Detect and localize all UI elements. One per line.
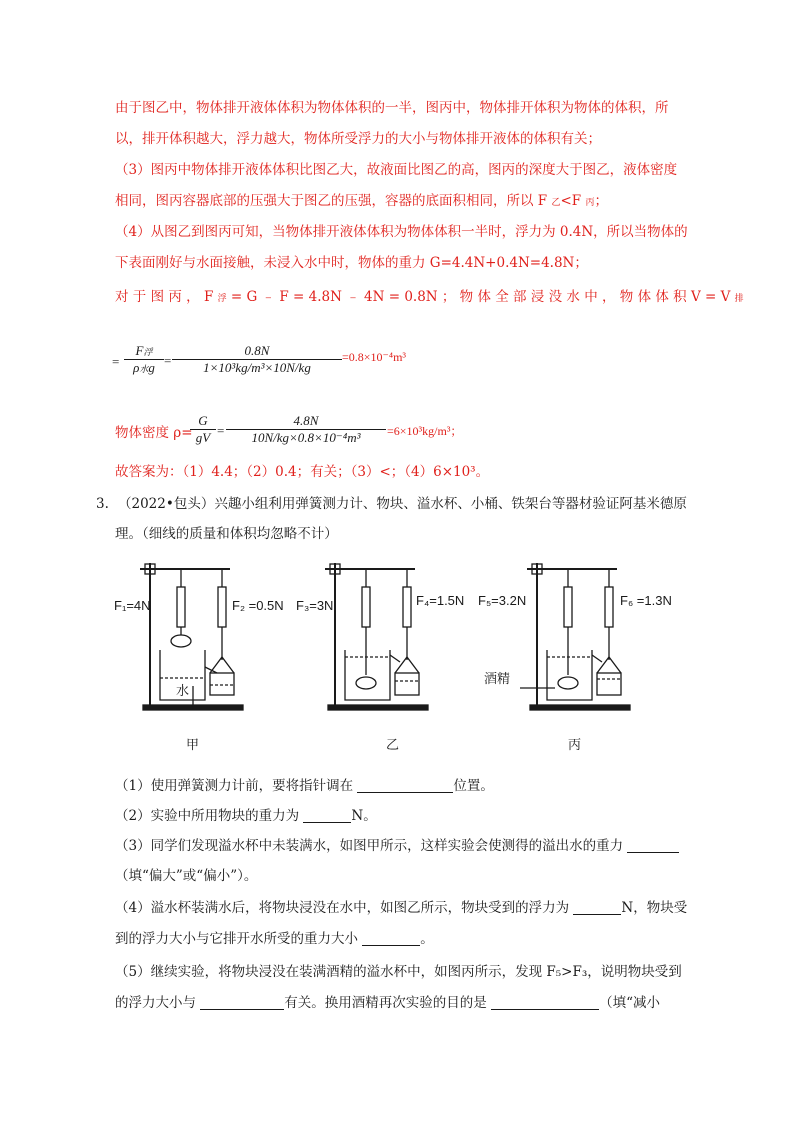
experiment-figure (100, 555, 680, 725)
fraction-density-values: $\frac{4.8N}{\text{10N/kg×0.8×10⁻⁴m³}}$ (226, 413, 386, 446)
blank-2[interactable] (303, 808, 351, 823)
blank-7[interactable] (491, 995, 599, 1010)
analysis-line-6: 下表面刚好与水面接触，未浸入水中时，物体的重力 G=4.4N+0.4N=4.8N； (115, 255, 588, 271)
figure-label-b: 乙 (386, 738, 400, 753)
subq-5: （5）继续实验，将物块浸没在装满酒精的溢水杯中，如图丙所示，发现 F₅>F₃，说明物块受到 (115, 964, 682, 980)
density-prefix: 物体密度 ρ= (115, 425, 193, 441)
analysis-line-3: （3）图丙中物体排开液体体积比图乙大，故液面比图乙的高，图丙的深度大于图乙，液体密度 (115, 162, 678, 178)
blank-5[interactable] (362, 931, 420, 946)
label-water: 水 (176, 683, 190, 698)
fraction-g-over-gv: $\frac{G}{gV}$ (190, 413, 216, 446)
label-f2: F₂ =0.5N (232, 598, 284, 613)
subq-4-cont: 到的浮力大小与它排开水所受的重力大小 。 (115, 931, 434, 947)
label-f1: F₁=4N (114, 598, 151, 613)
question-stem-1: （2022•包头）兴趣小组利用弹簧测力计、物块、溢水杯、小桶、铁架台等器材验证阿基米德原 (118, 496, 687, 512)
label-f5: F₅=3.2N (478, 593, 527, 608)
subq-2: （2）实验中所用物块的重力为 N。 (115, 808, 377, 824)
figure-label-a: 甲 (186, 738, 200, 753)
setup-b (325, 563, 428, 710)
subq-3-cont: （填“偏大”或“偏小”）。 (115, 868, 258, 884)
subq-4: （4）溢水杯装满水后，将物块浸没在水中，如图乙所示，物块受到的浮力为 N，物块受 (115, 900, 688, 916)
subq-1: （1）使用弹簧测力计前，要将指针调在 位置。 (115, 778, 494, 794)
question-stem-2: 理。（细线的质量和体积均忽略不计） (115, 526, 338, 542)
fraction-buoyancy-over-density: F浮 ρ水g (124, 343, 164, 376)
question-number: 3. (96, 496, 109, 512)
analysis-line-1: 由于图乙中，物体排开液体体积为物体体积的一半，图丙中，物体排开体积为物体的体积，所 (115, 100, 669, 116)
fraction-volume-values: $\frac{0.8N}{\text{1×10³kg/m³×10N/kg}}$ (172, 343, 342, 376)
answer-line: 故答案为：（1）4.4；（2）0.4；有关；（3）<；（4）6×10³。 (115, 464, 490, 480)
setup-a (140, 563, 243, 710)
blank-1[interactable] (357, 778, 453, 793)
blank-4[interactable] (573, 900, 621, 915)
blank-3[interactable] (627, 838, 679, 853)
setup-c (520, 563, 630, 710)
label-alcohol: 酒精 (484, 671, 511, 686)
blank-6[interactable] (200, 995, 284, 1010)
label-f6: F₆ =1.3N (620, 593, 672, 608)
subq-5-cont: 的浮力大小与 有关。换用酒精再次实验的目的是 （填“减小 (115, 995, 660, 1011)
analysis-line-2: 以，排开体积越大，浮力越大，物体所受浮力的大小与物体排开液体的体积有关； (115, 131, 601, 147)
label-f4: F₄=1.5N (416, 593, 465, 608)
analysis-line-4: 相同，图丙容器底部的压强大于图乙的压强，容器的底面积相同，所以 F 乙<F 丙； (115, 193, 608, 209)
analysis-line-5: （4）从图乙到图丙可知，当物体排开液体体积为物体体积一半时，浮力为 0.4N，所以当物体的 (115, 224, 688, 240)
subq-3: （3）同学们发现溢水杯中未装满水，如图甲所示，这样实验会使测得的溢出水的重力 (115, 836, 679, 856)
figure-label-c: 丙 (568, 738, 582, 753)
label-f3: F₃=3N (296, 598, 334, 613)
analysis-line-7: 对 于 图 丙 ， F 浮 = G ﹣ F = 4.8N ﹣ 4N = 0.8N ； 物 体 全 部 浸 没 水 中 ， 物 体 体 积 V = V 排 (115, 289, 744, 305)
